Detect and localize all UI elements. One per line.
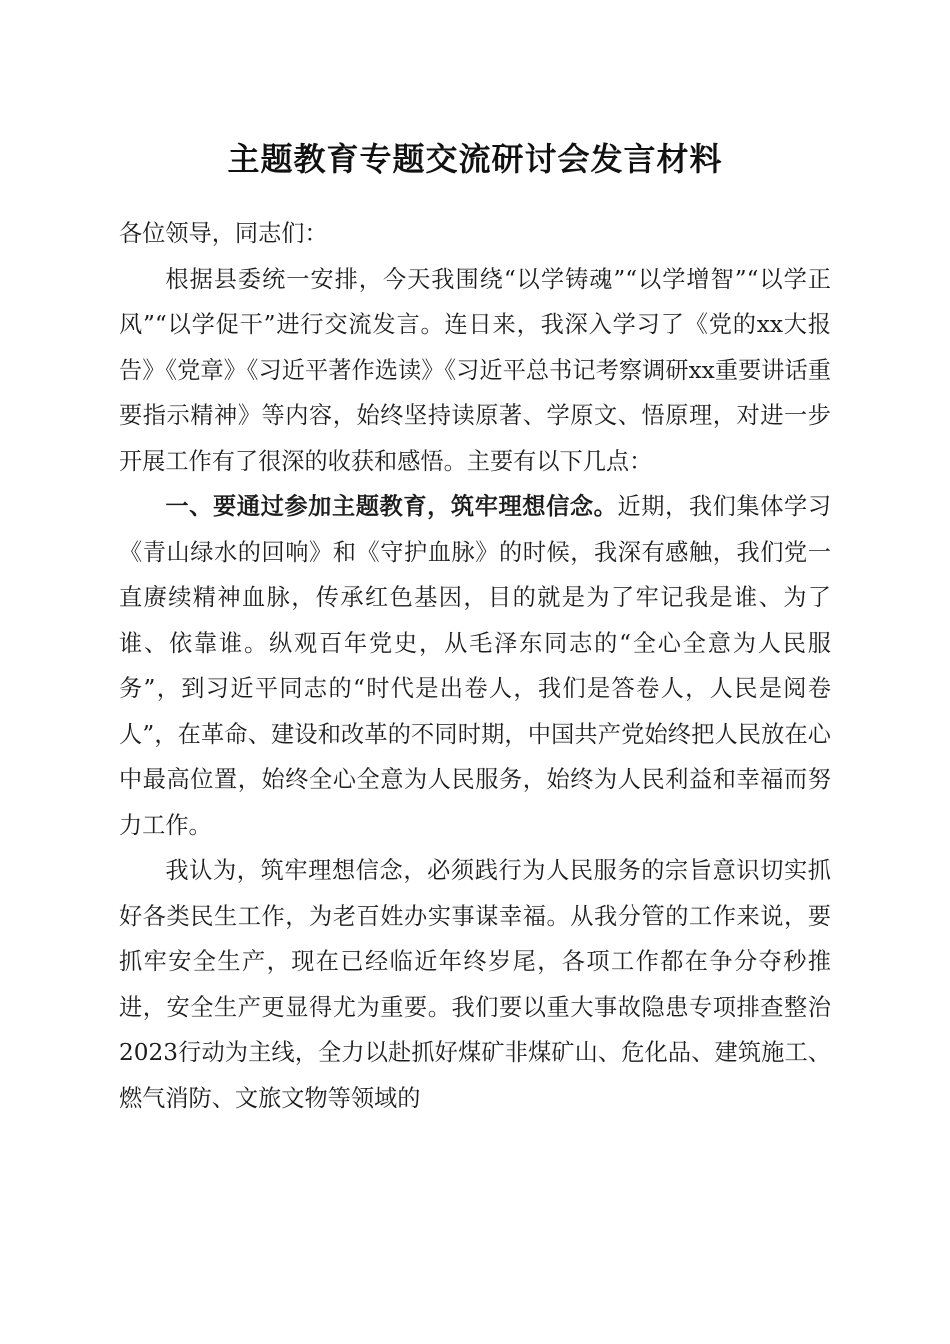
document-title: 主题教育专题交流研讨会发言材料	[227, 140, 723, 178]
paragraph-section-one	[119, 484, 831, 848]
document-body	[119, 211, 831, 1121]
paragraph-intro-text: 根据县委统一安排，今天我围绕“以学铸魂”“以学增智”“以学正风”“以学促干”进行交流发言。连日来，我深入学习了《党的xx大报告》《党章》《习近平著作选读》《习近平总书记考察调研xx重要讲话重要指示精神》等内容，始终坚持读原著、学原文、悟原理，对进一步开展工作有了很深的收获和感悟。主要有以下几点：	[119, 265, 831, 475]
paragraph-section-one-text: 近期，我们集体学习《青山绿水的回响》和《守护血脉》的时候，我深有感触，我们党一直赓续精神血脉，传承红色基因，目的就是为了牢记我是谁、为了谁、依靠谁。纵观百年党史，从毛泽东同志的“全心全意为人民服务”，到习近平同志的“时代是出卷人，我们是答卷人，人民是阅卷人”，在革命、建设和改革的不同时期，中国共产党始终把人民放在心中最高位置，始终全心全意为人民服务，始终为人民利益和幸福而努力工作。	[119, 493, 832, 839]
paragraph-opinion-text: 我认为，筑牢理想信念，必须践行为人民服务的宗旨意识切实抓好各类民生工作，为老百姓办实事谋幸福。从我分管的工作来说，要抓牢安全生产，现在已经临近年终岁尾，各项工作都在争分夺秒推进，安全生产更显得尤为重要。我们要以重大事故隐患专项排查整治2023行动为主线，全力以赴抓好煤矿非煤矿山、危化品、建筑施工、燃气消防、文旅文物等领域的	[119, 857, 831, 1112]
section-one-heading: 一、要通过参加主题教育，筑牢理想信念。	[165, 493, 618, 520]
paragraph-intro	[119, 257, 831, 485]
paragraph-opinion	[119, 848, 831, 1121]
salutation: 各位领导，同志们：	[119, 220, 328, 247]
